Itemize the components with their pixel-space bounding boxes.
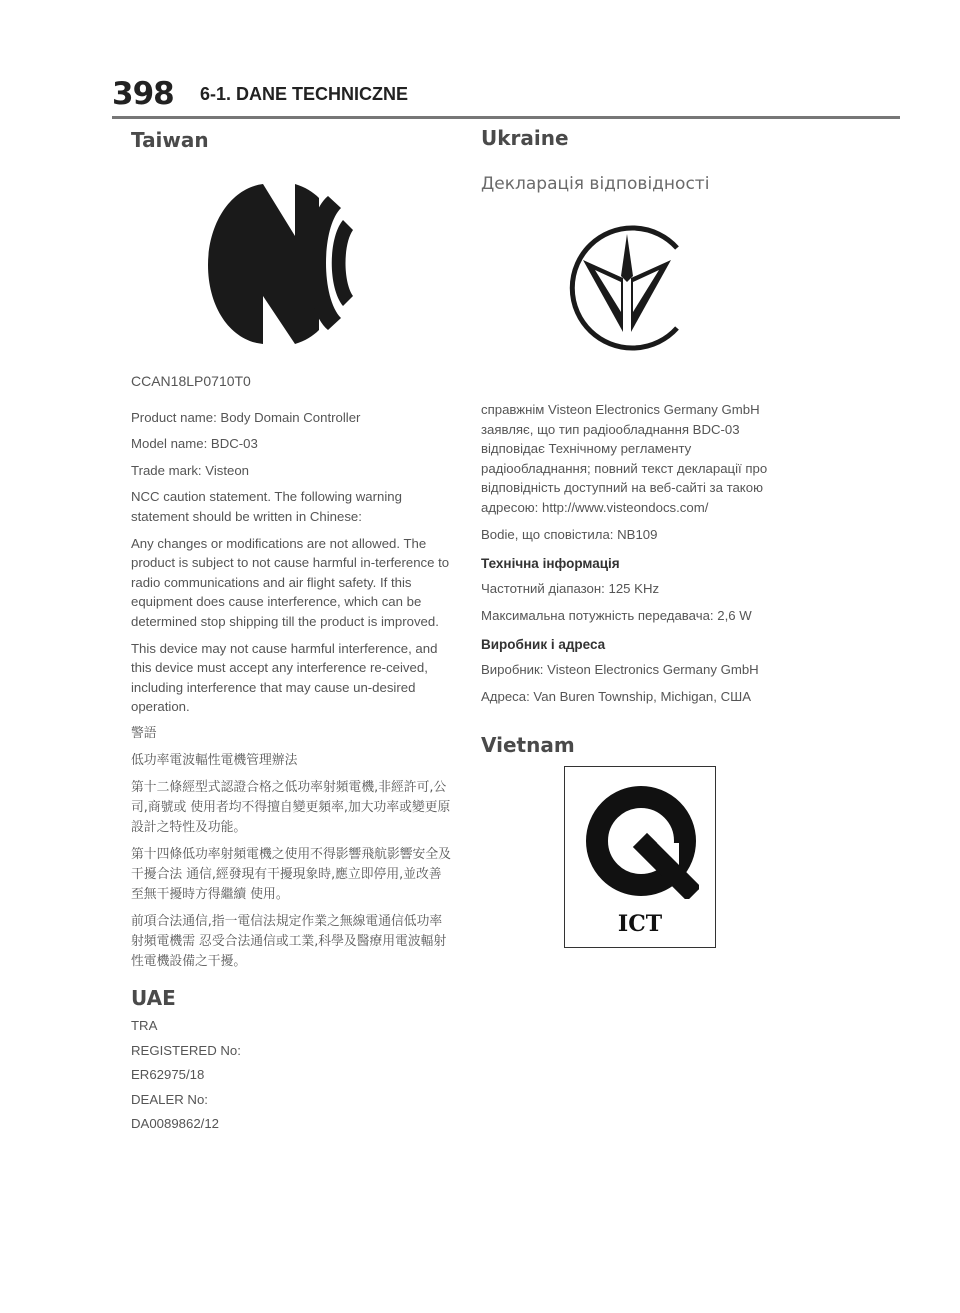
ict-logo-text: ICT — [617, 911, 663, 937]
max-power: Максимальна потужність передавача: 2,6 W — [481, 607, 752, 623]
ukrsepro-logo-icon — [559, 220, 695, 356]
left-column — [131, 128, 451, 1141]
ncc-logo-icon — [203, 178, 365, 348]
uae-line-3: ER62975/18 — [131, 1067, 205, 1083]
zh-rule: 低功率電波輻性電機管理辦法 — [131, 752, 298, 768]
frequency-range: Частотний діапазон: 125 KHz — [481, 581, 660, 597]
page-header — [112, 76, 900, 119]
manufacturer-heading: Виробник і адреса — [481, 637, 606, 653]
uae-title: UAE — [131, 985, 176, 1010]
ncc-logo-area — [131, 152, 451, 372]
product-name: Product name: Body Domain Controller — [131, 409, 361, 425]
zh-article-12: 第十二條經型式認證合格之低功率射頻電機,非經許可,公司,商號或 使用者均不得擅自變更頻率,加大功率或變更原設計之特性及功能。 — [131, 779, 451, 835]
uae-line-4: DEALER No: — [131, 1091, 208, 1107]
tech-info-heading: Технічна інформація — [481, 556, 620, 572]
right-column — [481, 126, 801, 757]
zh-article-14: 第十四條低功率射頻電機之使用不得影響飛航影響安全及干擾合法 通信,經發現有干擾現象時,應立即停用,並改善至無干擾時方得繼續 使用。 — [131, 846, 451, 902]
notified-body: Bodie, що сповістила: NB109 — [481, 526, 658, 542]
model-name: Model name: BDC-03 — [131, 436, 258, 452]
ukraine-title: Ukraine — [481, 126, 569, 150]
uae-line-1: TRA — [131, 1017, 158, 1033]
ukrsepro-logo-area — [481, 194, 801, 400]
vietnam-title: Vietnam — [481, 732, 575, 757]
ncc-caution: NCC caution statement. The following warning statement should be written in Chinese: — [131, 489, 402, 524]
ukraine-declaration: справжнім Visteon Electronics Germany GmbH заявляє, що тип радіообладнання BDC-03 відповідає Технічному регламенту радіообладнання; повний текст декларації про відповідність доступний на веб-сайті за такою адресою: http://www.visteondocs.com/ — [481, 402, 768, 515]
manufacturer: Виробник: Visteon Electronics Germany GmbH — [481, 662, 759, 678]
uae-line-2: REGISTERED No: — [131, 1042, 241, 1058]
zh-warning: 警語 — [131, 725, 157, 741]
changes-paragraph: Any changes or modifications are not allowed. The product is subject to not cause harmful in-terference to radio communications and air flight safety. If this equipment does cause interference, which can be determined stop shipping till the product is improved. — [131, 535, 450, 629]
uae-line-5: DA0089862/12 — [131, 1116, 219, 1132]
zh-article-note: 前項合法通信,指一電信法規定作業之無線電通信低功率射頻電機需 忍受合法通信或工業,科學及醫療用電波輻射性電機設備之干擾。 — [131, 913, 447, 969]
ict-logo-frame — [564, 766, 716, 948]
ict-logo-icon — [583, 783, 699, 899]
trade-mark: Trade mark: Visteon — [131, 462, 250, 478]
taiwan-title: Taiwan — [131, 128, 209, 152]
ukraine-subtitle: Декларація відповідності — [481, 174, 710, 194]
manufacturer-address: Адреса: Van Buren Township, Michigan, США — [481, 688, 751, 704]
page-number: 398 — [112, 76, 174, 112]
device-paragraph: This device may not cause harmful interference, and this device must accept any interference re-ceived, including interference that may cause un-desired operation. — [131, 640, 438, 715]
chapter-title: 6-1. DANE TECHNICZNE — [200, 84, 409, 104]
ncc-code: CCAN18LP0710T0 — [131, 373, 251, 389]
